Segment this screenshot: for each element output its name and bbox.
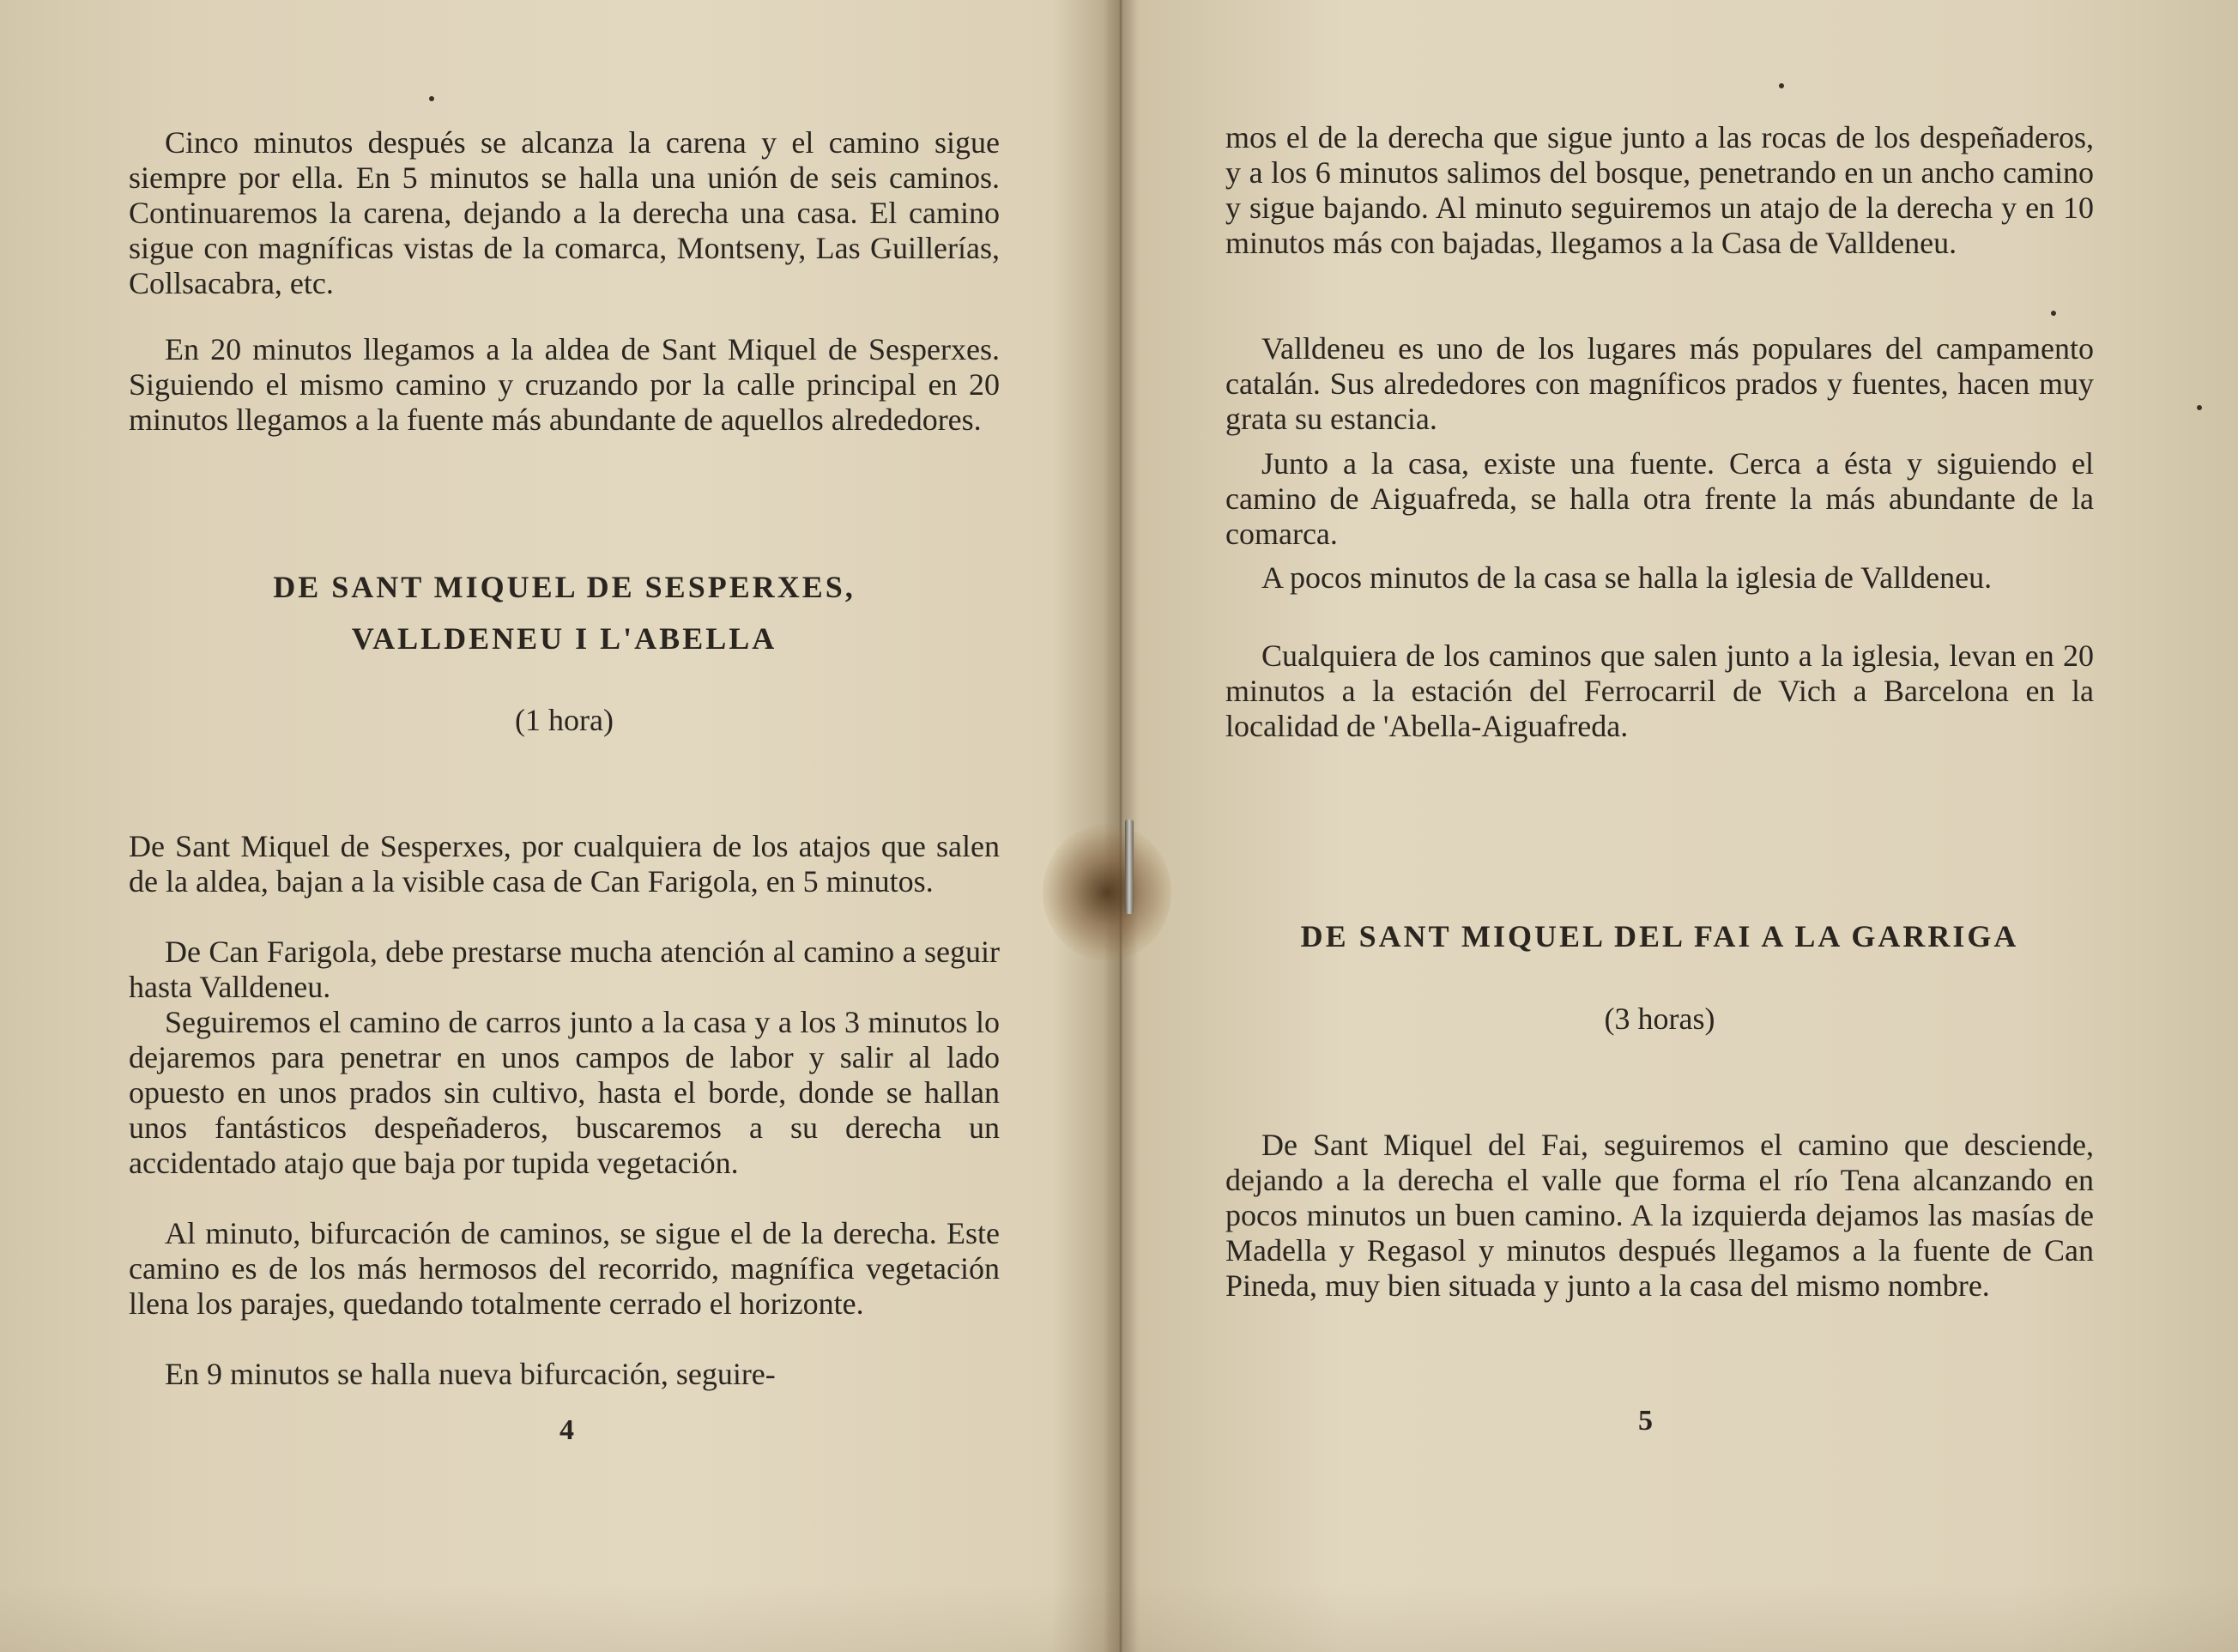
right-section-paragraph-1: De Sant Miquel del Fai, seguiremos el camino que desciende, dejando a la derecha el valle que forma el río Tena alcanzando en pocos minutos un buen camino. A la izquierda dejamos las masías de Madella y Regasol y minutos después llegamos a la fuente de Can Pineda, muy bien situada y junto a la casa del mismo nombre. <box>1225 1128 2094 1303</box>
right-paragraph-2: Valldeneu es uno de los lugares más populares del campamento catalán. Sus alrededores con magníficos prados y fuentes, hacen muy grata su estancia. <box>1225 331 2094 436</box>
left-paragraph-1: Cinco minutos después se alcanza la carena y el camino sigue siempre por ella. En 5 minutos se halla una unión de seis caminos. Continuaremos la carena, dejando a la derecha una casa. El camino sigue con magníficas vistas de la comarca, Montseny, Las Guillerías, Collsacabra, etc. <box>129 125 1000 300</box>
left-page-number: 4 <box>560 1414 574 1446</box>
rust-stain <box>1043 824 1171 961</box>
right-paragraph-4: A pocos minutos de la casa se halla la iglesia de Valldeneu. <box>1261 560 1993 595</box>
right-section-duration: (3 horas) <box>1604 1001 1715 1036</box>
right-page <box>1225 0 2094 1652</box>
right-section-title: DE SANT MIQUEL DEL FAI A LA GARRIGA <box>1300 919 2019 953</box>
paper-speck <box>2197 405 2202 410</box>
right-paragraph-3: Junto a la casa, existe una fuente. Cerca a ésta y siguiendo el camino de Aiguafreda, se halla otra frente la más abundante de la comarca. <box>1225 446 2094 551</box>
left-paragraph-2: En 20 minutos llegamos a la aldea de Sant Miquel de Sesperxes. Siguiendo el mismo camino y cruzando por la calle principal en 20 minutos llegamos a la fuente más abundante de aquellos alrededores. <box>129 332 1000 437</box>
left-section-title-line1: DE SANT MIQUEL DE SESPERXES, <box>273 570 856 604</box>
left-section-paragraph-5: En 9 minutos se halla nueva bifurcación, seguire- <box>165 1357 776 1391</box>
left-section-paragraph-1: De Sant Miquel de Sesperxes, por cualquiera de los atajos que salen de la aldea, bajan a la visible casa de Can Farigola, en 5 minutos. <box>129 829 1000 899</box>
left-section-paragraph-3: Seguiremos el camino de carros junto a la casa y a los 3 minutos lo dejaremos para penetrar en unos campos de labor y salir al lado opuesto en unos prados sin cultivo, hasta el borde, donde se hallan unos fantásticos despeñaderos, buscaremos a su derecha un accidentado atajo que baja por tupida vegetación. <box>129 1005 1000 1180</box>
right-paragraph-5: Cualquiera de los caminos que salen junto a la iglesia, levan en 20 minutos a la estación del Ferrocarril de Vich a Barcelona en la localidad de 'Abella-Aiguafreda. <box>1225 638 2094 743</box>
right-page-number: 5 <box>1638 1405 1653 1437</box>
left-section-paragraph-2: De Can Farigola, debe prestarse mucha atención al camino a seguir hasta Valldeneu. <box>129 935 1000 1004</box>
staple <box>1125 820 1134 914</box>
left-section-duration: (1 hora) <box>515 703 614 737</box>
left-section-paragraph-4: Al minuto, bifurcación de caminos, se sigue el de la derecha. Este camino es de los más hermosos del recorrido, magnífica vegetación llena los parajes, quedando totalmente cerrado el horizonte. <box>129 1216 1000 1321</box>
right-paragraph-1: mos el de la derecha que sigue junto a las rocas de los despeñaderos, y a los 6 minutos salimos del bosque, penetrando en un ancho camino y sigue bajando. Al minuto seguiremos un atajo de la derecha y en 10 minutos más con bajadas, llegamos a la Casa de Valldeneu. <box>1225 120 2094 260</box>
left-section-title-line2: VALLDENEU I L'ABELLA <box>351 621 777 656</box>
left-page <box>129 0 1000 1652</box>
